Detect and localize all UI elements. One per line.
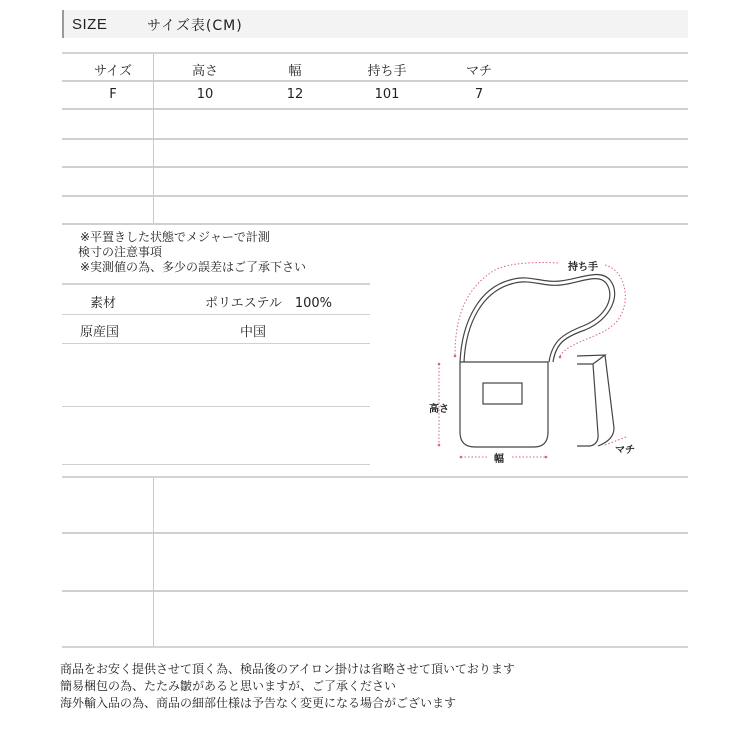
extra-column-divider — [153, 477, 154, 646]
section-header-title: サイズ表(CM) — [147, 18, 243, 34]
cell-height: 10 — [196, 87, 214, 102]
material-bottom-rule — [62, 464, 370, 465]
bag-illustration — [415, 250, 655, 470]
material-row-rule — [62, 406, 370, 407]
cell-handle: 101 — [374, 87, 400, 102]
column-header-height: 高さ — [191, 64, 218, 79]
column-header-size: サイズ — [94, 64, 132, 79]
table-row-rule — [62, 80, 688, 82]
footer-note: 商品をお安く提供させて頂く為、検品後のアイロン掛けは省略させて頂いております — [60, 662, 515, 676]
table-row-rule — [62, 166, 688, 168]
material-row-rule — [62, 314, 370, 315]
table-bottom-rule — [62, 223, 688, 225]
extra-row-rule — [62, 590, 688, 592]
material-row-rule — [62, 343, 370, 344]
column-header-width: 幅 — [288, 64, 302, 79]
footer-note: 簡易梱包の為、たたみ皺があると思いますが、ご了承ください — [60, 679, 397, 693]
gusset-label: マチ — [615, 445, 635, 456]
table-row-rule — [62, 108, 688, 110]
origin-value: 中国 — [240, 325, 267, 340]
material-value: ポリエステル 100% — [205, 296, 332, 311]
cell-gusset: 7 — [474, 87, 484, 102]
height-label: 高さ — [429, 404, 449, 415]
extra-bottom-rule — [62, 646, 688, 648]
origin-label: 原産国 — [80, 325, 120, 340]
table-row-rule — [62, 195, 688, 197]
section-header-label: SIZE — [72, 16, 108, 33]
note-line: 検寸の注意事項 — [78, 245, 163, 259]
handle-label: 持ち手 — [568, 262, 598, 273]
width-label: 幅 — [494, 454, 504, 465]
table-column-divider — [153, 53, 154, 223]
bag-measurement-diagram — [415, 250, 655, 470]
cell-size: F — [109, 87, 117, 102]
table-top-rule — [62, 52, 688, 54]
note-line: ※平置きした状態でメジャーで計測 — [80, 230, 270, 244]
column-header-handle: 持ち手 — [367, 64, 407, 79]
column-header-gusset: マチ — [465, 64, 492, 79]
material-top-rule — [62, 283, 370, 285]
extra-top-rule — [62, 476, 688, 478]
table-row-rule — [62, 138, 688, 140]
extra-row-rule — [62, 532, 688, 534]
note-line: ※実測値の為、多少の誤差はご了承下さい — [80, 260, 307, 274]
cell-width: 12 — [286, 87, 304, 102]
footer-note: 海外輸入品の為、商品の細部仕様は予告なく変更になる場合がございます — [60, 696, 457, 710]
material-label: 素材 — [90, 296, 117, 311]
